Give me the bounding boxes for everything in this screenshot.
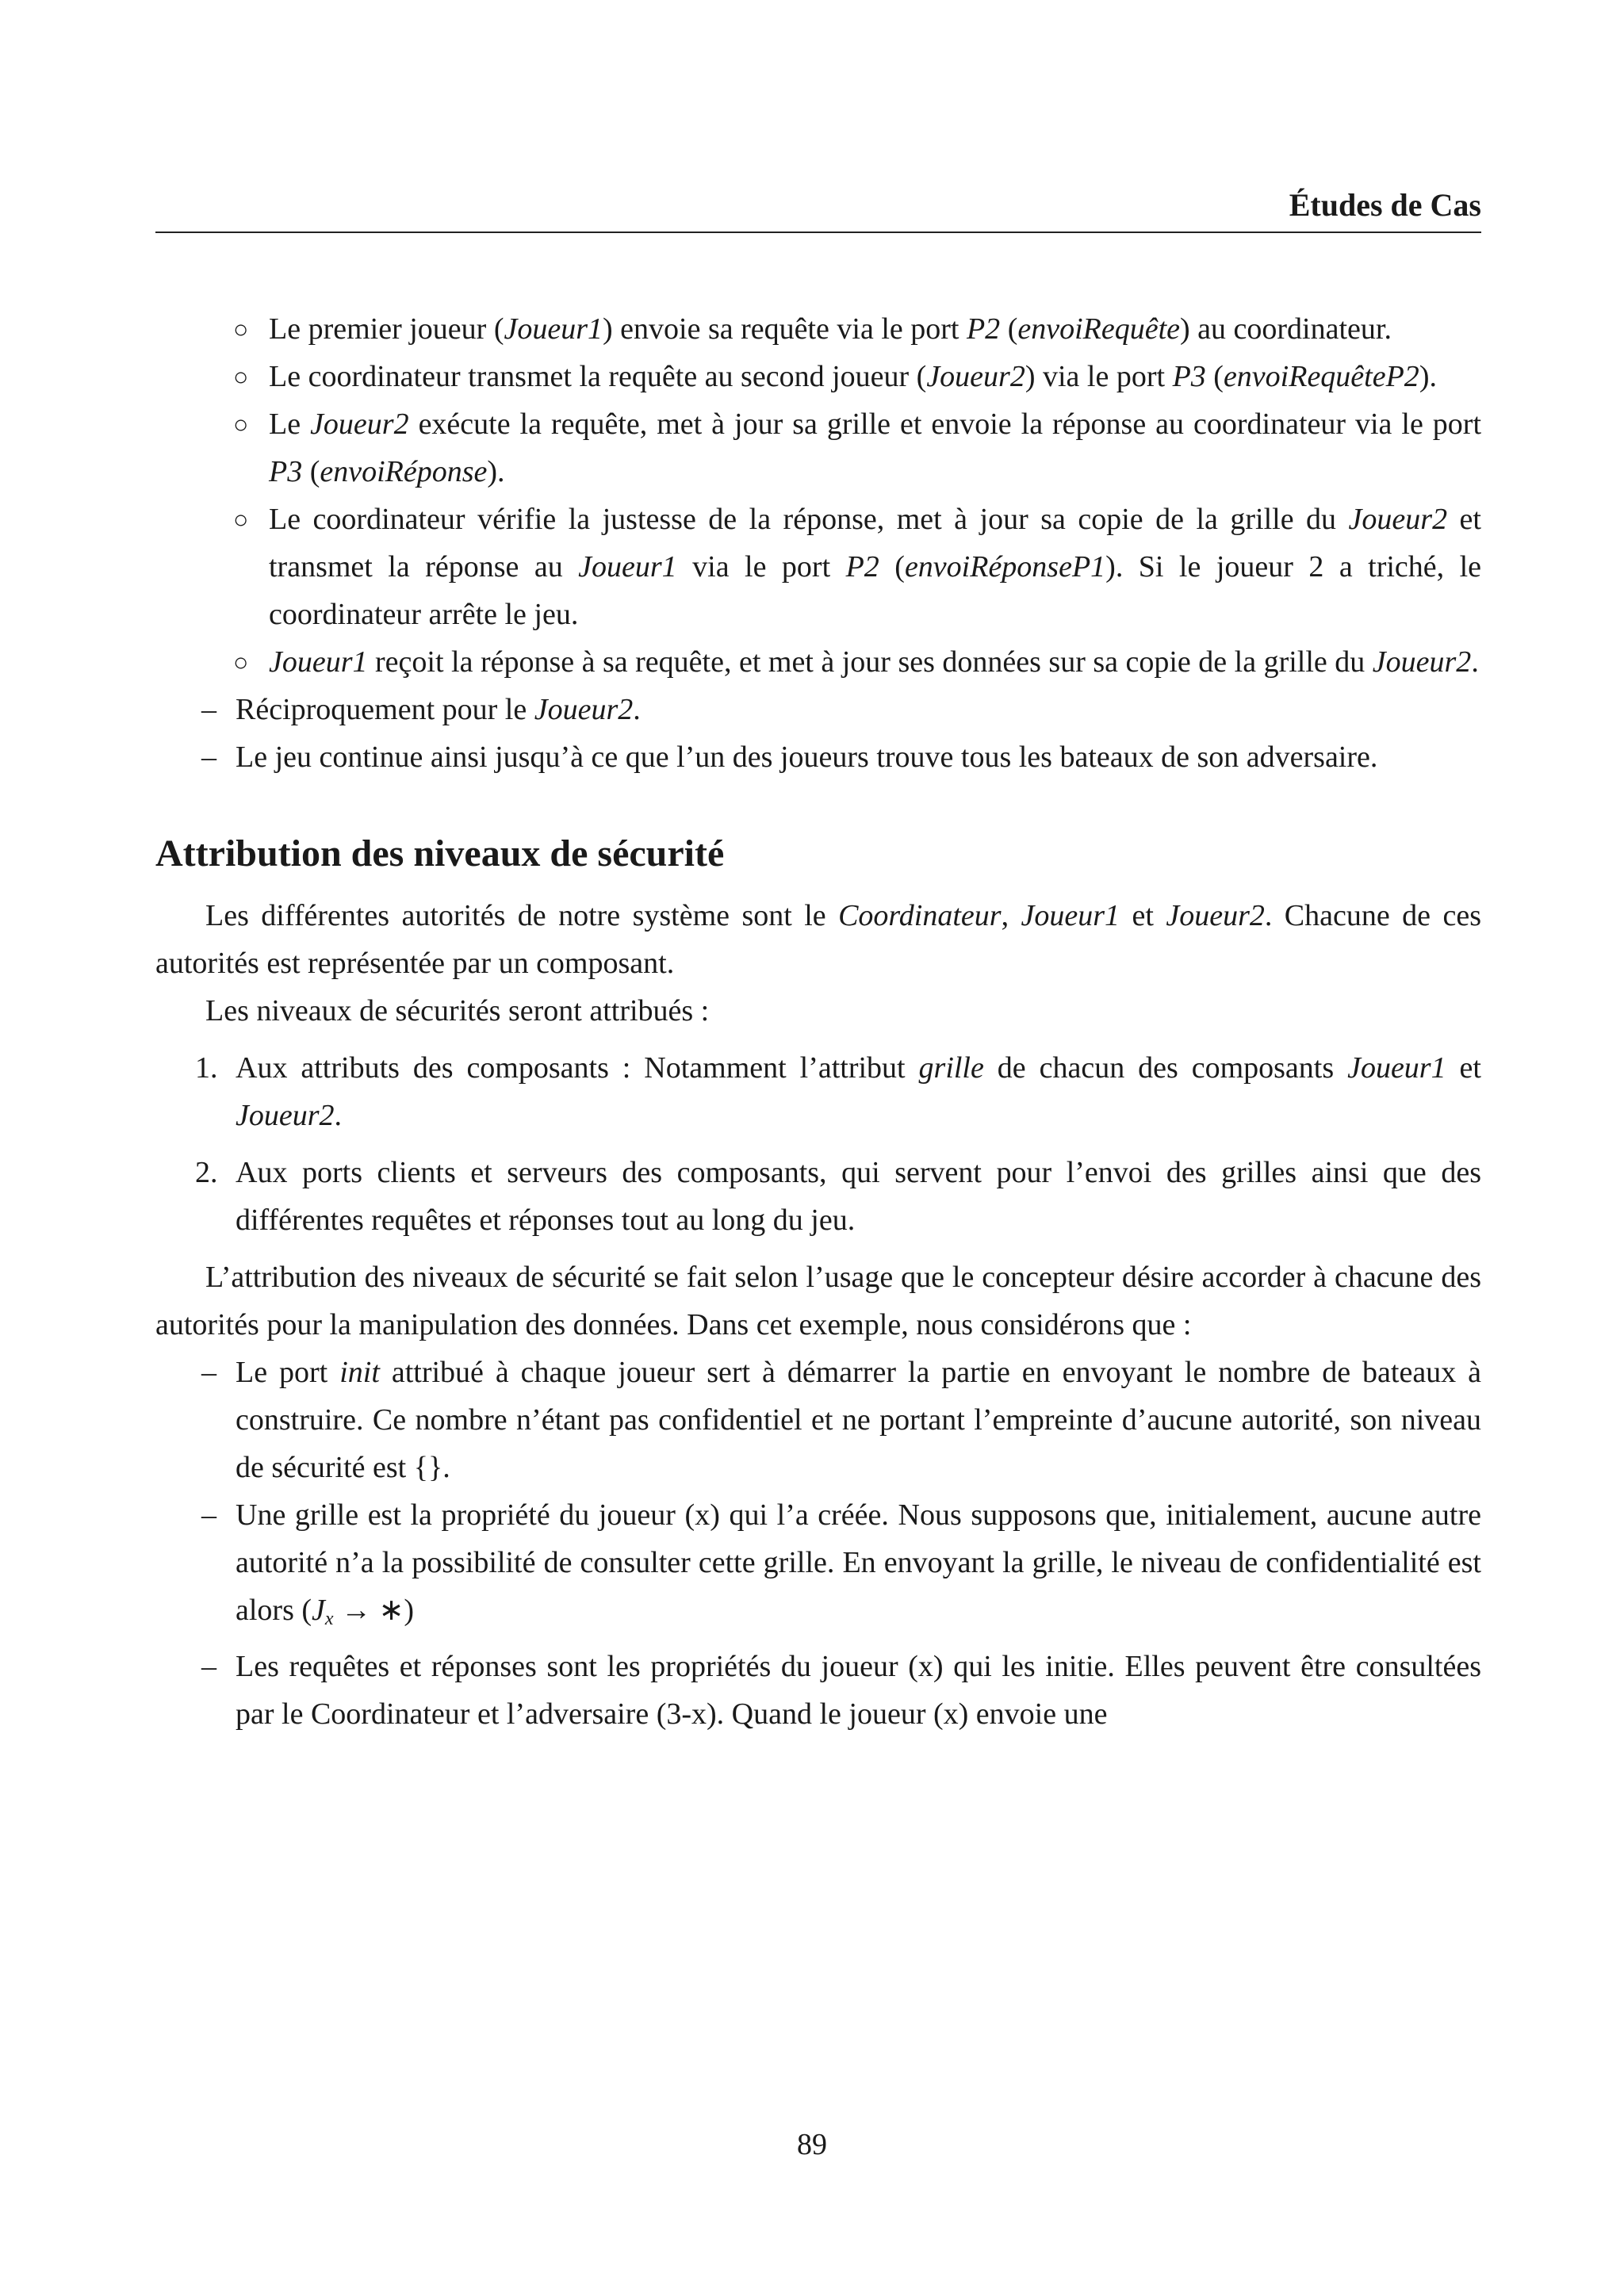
list-item (155, 733, 1481, 781)
circle-bullet-icon: ○ (233, 362, 249, 391)
list-item-text: Le premier joueur (Joueur1) envoie sa requête via le port P2 (envoiRequête) au coordinateur. (269, 312, 1392, 346)
numbered-list (155, 1044, 1481, 1244)
list-item (155, 400, 1481, 496)
page-number: 89 (797, 2128, 827, 2161)
list-item (155, 353, 1481, 400)
paragraph: Les différentes autorités de notre système sont le Coordinateur, Joueur1 et Joueur2. Chacune de ces autorités est représentée par un composant. (155, 899, 1481, 980)
list-item-text: Une grille est la propriété du joueur (x) qui l’a créée. Nous supposons que, initialement, aucune autre autorité n’a la possibilité de consulter cette grille. En envoyant la grille, le niveau de confidentialité est alors ($J_x$ → ∗) (236, 1498, 1481, 1629)
list-item-text: Réciproquement pour le Joueur2. (236, 693, 641, 726)
list-item (155, 496, 1481, 638)
sub-list (155, 305, 1481, 686)
list-item-text: Aux ports clients et serveurs des composants, qui servent pour l’envoi des grilles ainsi que des différentes requêtes et réponses tout au long du jeu. (236, 1156, 1481, 1237)
list-item-text: Le coordinateur vérifie la justesse de la réponse, met à jour sa copie de la grille du Joueur2 et transmet la réponse au Joueur1 via le port P2 (envoiRéponseP1). Si le joueur 2 a triché, le coordinateur arrête le jeu. (269, 503, 1482, 631)
list-item-text: Les requêtes et réponses sont les propriétés du joueur (x) qui les initie. Elles peuvent être consultées par le Coordinateur et l’adversaire (3-x). Quand le joueur (x) envoie une (236, 1650, 1481, 1731)
list-item-text: Le coordinateur transmet la requête au second joueur (Joueur2) via le port P3 (envoiRequêteP2). (269, 360, 1437, 393)
circle-bullet-icon: ○ (233, 315, 249, 343)
list-item-text: Aux attributs des composants : Notamment l’attribut grille de chacun des composants Joueur1 et Joueur2. (236, 1051, 1481, 1132)
dash-list (155, 686, 1481, 781)
list-item (155, 638, 1481, 686)
dash-bullet-icon: – (201, 1650, 216, 1683)
list-number: 1. (195, 1051, 218, 1085)
list-item (155, 1044, 1481, 1139)
list-item-text: Le port init attribué à chaque joueur sert à démarrer la partie en envoyant le nombre de bateaux à construire. Ce nombre n’étant pas confidentiel et ne portant l’empreinte d’aucune autorité, son niveau de sécurité est {}. (236, 1356, 1481, 1484)
list-item (155, 1149, 1481, 1244)
page-body (155, 305, 1481, 1738)
dash-bullet-icon: – (201, 1498, 216, 1532)
circle-bullet-icon: ○ (233, 410, 249, 438)
list-item (155, 1643, 1481, 1738)
paragraph: Les niveaux de sécurités seront attribués : (205, 994, 710, 1027)
list-item-text: Joueur1 reçoit la réponse à sa requête, et met à jour ses données sur sa copie de la grille du Joueur2. (269, 645, 1479, 679)
list-item-text: Le Joueur2 exécute la requête, met à jour sa grille et envoie la réponse au coordinateur via le port P3 (envoiRéponse). (269, 408, 1482, 488)
list-item (155, 1491, 1481, 1643)
dash-bullet-icon: – (201, 1356, 216, 1389)
running-header: Études de Cas (1289, 187, 1481, 223)
circle-bullet-icon: ○ (233, 648, 249, 676)
section-title: Attribution des niveaux de sécurité (155, 832, 725, 874)
dash-list (155, 1349, 1481, 1738)
list-number: 2. (195, 1156, 218, 1189)
circle-bullet-icon: ○ (233, 505, 249, 534)
header-rule (155, 232, 1481, 233)
paragraph: L’attribution des niveaux de sécurité se fait selon l’usage que le concepteur désire accorder à chacune des autorités pour la manipulation des données. Dans cet exemple, nous considérons que : (155, 1261, 1481, 1341)
list-item (155, 305, 1481, 353)
dash-bullet-icon: – (201, 740, 216, 774)
list-item (155, 1349, 1481, 1491)
list-item (155, 686, 1481, 733)
dash-bullet-icon: – (201, 693, 216, 726)
list-item-text: Le jeu continue ainsi jusqu’à ce que l’un des joueurs trouve tous les bateaux de son adversaire. (236, 740, 1378, 774)
